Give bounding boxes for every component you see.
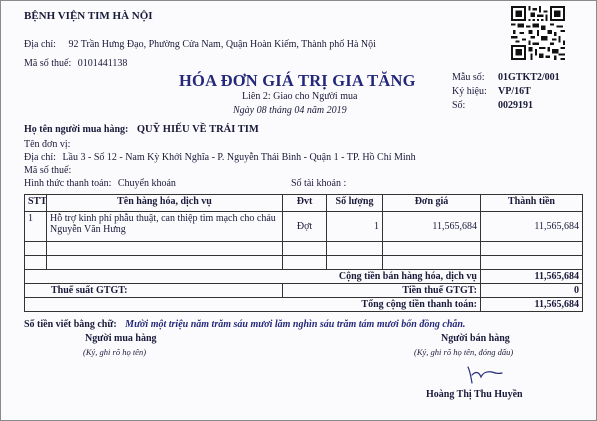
number-value: 0029191 [498,100,533,111]
payment-label: Hình thức thanh toán: [24,178,112,189]
seller-sign-name: Hoàng Thị Thu Huyền [426,389,523,400]
table-row-empty [25,256,583,270]
seller-tax-row [24,58,127,69]
account-label: Số tài khoản : [291,178,347,189]
subtotal-value: 11,565,684 [481,270,583,284]
invoice-date: Ngày 08 tháng 04 năm 2019 [233,105,347,116]
seller-tax-label: Mã số thuế: [24,58,72,69]
total-value: 11,565,684 [481,298,583,312]
form-label: Mẫu số: [452,72,485,83]
buyer-address-row [24,152,416,163]
buyer-name-row [24,124,259,135]
copy-note: Liên 2: Giao cho Người mua [242,91,358,102]
signature-icon [464,361,504,385]
col-amount: Thành tiền [481,195,583,212]
table-row-empty [25,242,583,256]
col-price: Đơn giá [383,195,481,212]
buyer-sign-title: Người mua hàng [85,333,157,344]
row-stt: 1 [25,212,47,242]
col-qty: Số lượng [327,195,383,212]
total-row [25,298,583,312]
symbol-label: Ký hiệu: [452,86,487,97]
seller-name: BỆNH VIỆN TIM HÀ NỘI [24,10,153,22]
amount-words-row [24,319,465,330]
subtotal-label: Cộng tiền bán hàng hóa, dịch vụ [25,270,481,284]
payment-row [24,178,176,189]
row-amount: 11,565,684 [481,212,583,242]
table-header-row [25,195,583,212]
total-label: Tổng cộng tiền thanh toán: [25,298,481,312]
seller-address-row [24,39,376,50]
row-description: Hỗ trợ kinh phí phẫu thuật, can thiệp tim mạch cho cháu Nguyễn Văn Hưng [47,212,283,242]
vat-value: 0 [481,284,583,298]
vat-rate-label: Thuế suất GTGT: [25,284,283,298]
seller-address-label: Địa chỉ: [24,39,56,50]
buyer-name: QUỸ HIẾU VỀ TRÁI TIM [136,124,259,135]
symbol-value: VP/16T [498,86,531,97]
number-label: Số: [452,100,466,111]
col-description: Tên hàng hóa, dịch vụ [47,195,283,212]
vat-label: Tiền thuế GTGT: [283,284,481,298]
items-table [24,194,583,312]
seller-sign-title: Người bán hàng [441,333,510,344]
buyer-name-label: Họ tên người mua hàng: [24,124,129,135]
seller-tax-code: 0101441138 [77,58,128,69]
payment-value: Chuyển khoản [117,178,176,189]
col-unit: Đvt [283,195,327,212]
seller-sign-note: (Ký, ghi rõ họ tên, đóng dấu) [414,347,514,357]
amount-words-label: Số tiền viết bằng chữ: [24,319,117,330]
row-unit: Đợt [283,212,327,242]
buyer-sign-note: (Ký, ghi rõ họ tên) [83,347,147,357]
buyer-address: Lầu 3 - Số 12 - Nam Kỳ Khởi Nghĩa - P. Nguyễn Thái Bình - Quận 1 - TP. Hồ Chí Minh [62,152,416,163]
seller-address: 92 Trần Hưng Đạo, Phường Cửa Nam, Quận Hoàn Kiếm, Thành phố Hà Nội [68,39,376,50]
buyer-tax-label: Mã số thuế: [24,165,72,176]
qr-code-icon [511,6,565,60]
subtotal-row [25,270,583,284]
vat-row [25,284,583,298]
invoice-title: HÓA ĐƠN GIÁ TRỊ GIA TĂNG [179,71,416,90]
amount-words: Mười một triệu năm trăm sáu mươi lăm nghìn sáu trăm tám mươi bốn đồng chẵn. [125,319,466,330]
row-price: 11,565,684 [383,212,481,242]
buyer-unit-label: Tên đơn vị: [24,139,71,150]
row-qty: 1 [327,212,383,242]
form-value: 01GTKT2/001 [498,72,560,83]
col-stt: STT [25,195,47,212]
buyer-address-label: Địa chỉ: [24,152,56,163]
table-row [25,212,583,242]
